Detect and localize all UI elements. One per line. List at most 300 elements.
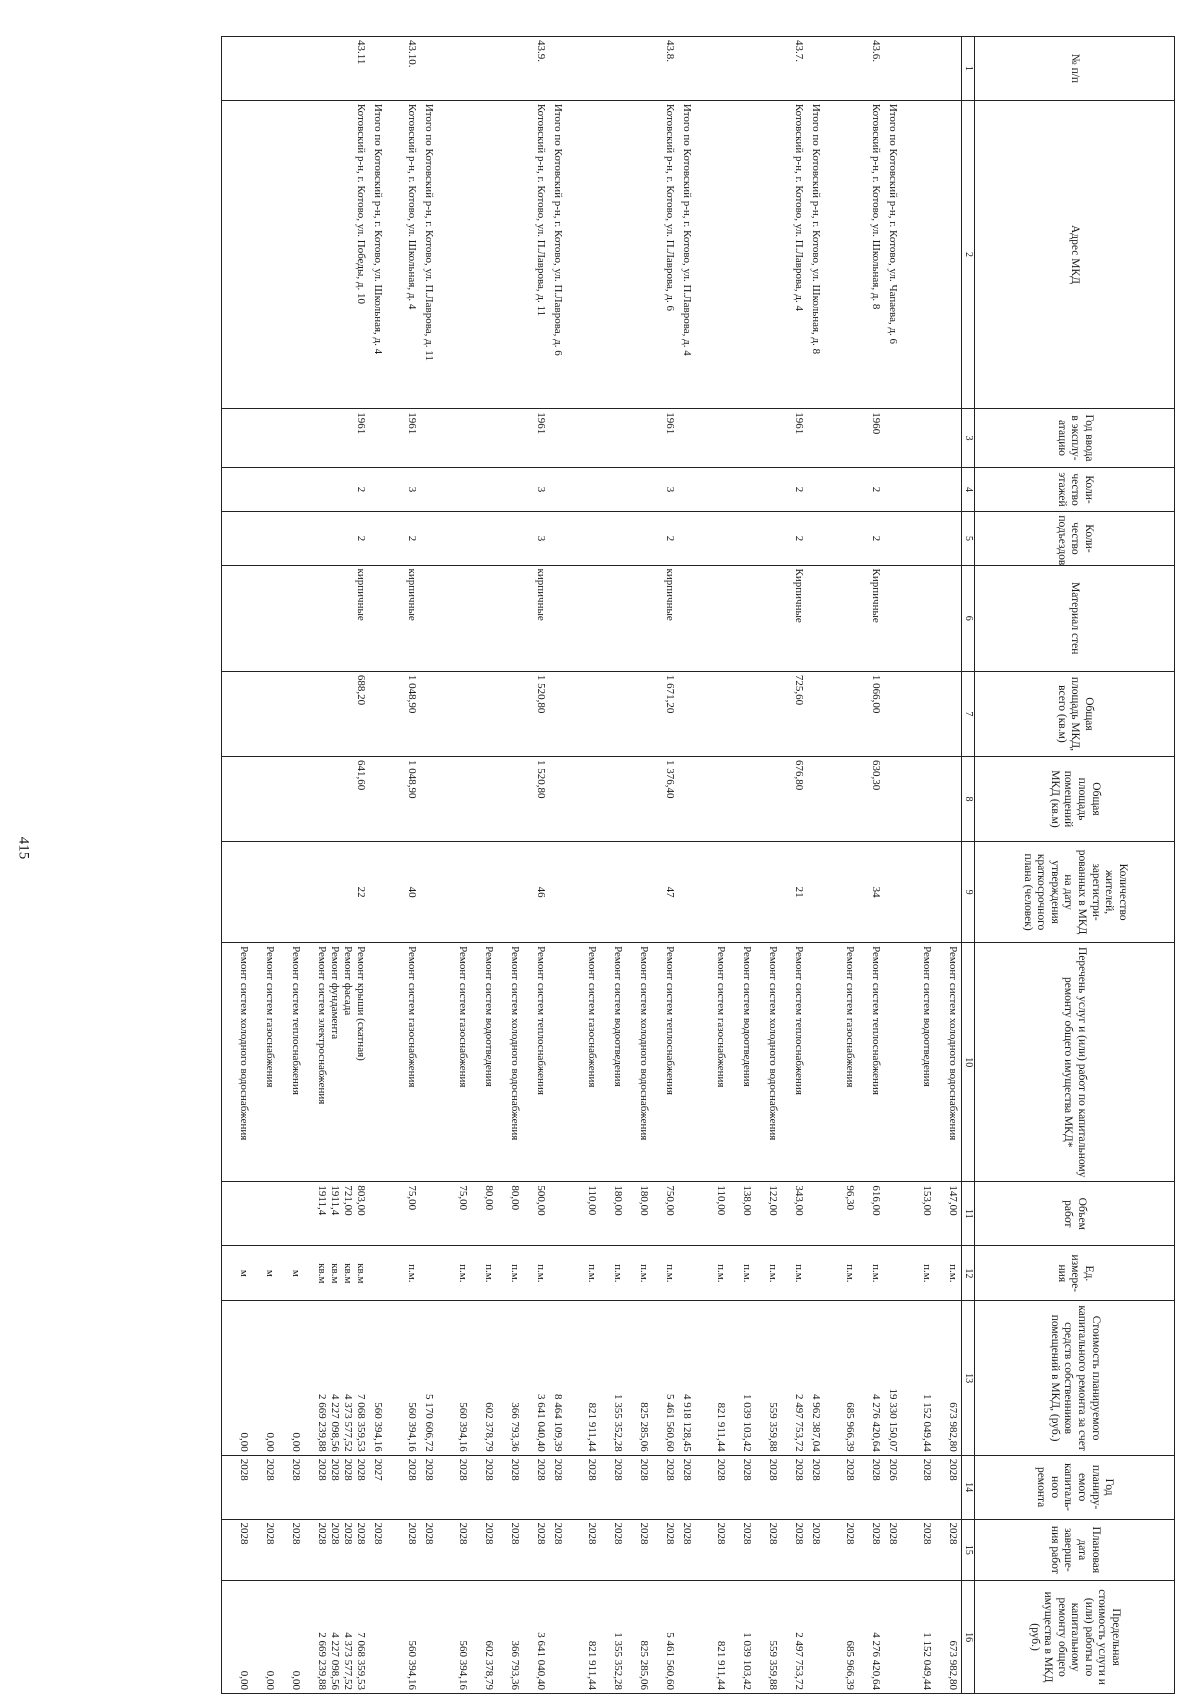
work-year-item: 2028 [793, 1458, 806, 1481]
work-cost-item: 2 669 239,88 [316, 1393, 329, 1452]
work-volume-item: 138,00 [741, 1185, 754, 1216]
work-limit-item: 821 911,44 [715, 1640, 728, 1690]
year-built: 1961 [699, 409, 807, 467]
work-volume-item: 122,00 [767, 1185, 780, 1216]
work-name-item: Ремонт фундамента [329, 946, 342, 1040]
total-row-empty [678, 943, 699, 1182]
work-limit-item: 4 227 098,56 [329, 1632, 342, 1690]
wall-material: кирпичные [222, 565, 369, 671]
total-cost: 19 330 150,07 [884, 1301, 905, 1455]
premises-area: 641,60 [222, 756, 369, 841]
work-year-item: 2028 [612, 1458, 625, 1481]
work-volume-item [276, 1185, 302, 1242]
work-limit-item: 1 039 103,42 [741, 1632, 754, 1690]
work-limit-item: 2 497 753,72 [793, 1632, 806, 1690]
work-volume [441, 1182, 549, 1246]
total-row-empty [549, 943, 570, 1182]
work-cost-item: 1 355 352,28 [612, 1393, 625, 1452]
work-due-item: 2028 [329, 1522, 342, 1545]
total-row-no [549, 37, 570, 101]
total-row-empty [549, 756, 570, 841]
work-cost [570, 1301, 678, 1455]
work-cost-item: 685 966,39 [844, 1402, 857, 1452]
work-unit-item: кв.м [355, 1263, 368, 1284]
column-header-9: Количество жителей, зарегистри-рованных в МКД на дату утверждения краткосрочного плана (человек) [975, 842, 1175, 943]
column-number-1: 1 [962, 37, 975, 101]
total-row-empty [369, 409, 390, 467]
column-header-12: Ед. измере-ния [975, 1246, 1175, 1301]
building-address [905, 100, 962, 408]
total-due: 2028 [369, 1519, 390, 1581]
work-limit [699, 1581, 807, 1694]
work-name-item: Ремонт систем теплоснабжения [535, 946, 548, 1095]
entrances-count: 2 [390, 512, 420, 565]
row-number: 43.10. [390, 37, 420, 101]
work-unit-item: м [264, 1269, 277, 1277]
work-volume-item: 75,00 [457, 1185, 470, 1211]
row-number: 43.7. [699, 37, 807, 101]
column-header-11: Объем работ [975, 1182, 1175, 1246]
work-due-item: 2028 [483, 1522, 496, 1545]
work-unit-item: п.м. [767, 1264, 780, 1283]
work-limit-item: 560 394,16 [406, 1640, 419, 1690]
total-due: 2028 [807, 1519, 828, 1581]
entrances-count: 2 [570, 512, 678, 565]
total-limit [420, 1581, 441, 1694]
work-cost [699, 1301, 807, 1455]
work-limit-item: 559 359,88 [767, 1640, 780, 1690]
residents-count: 47 [570, 842, 678, 943]
year-built: 1961 [222, 409, 369, 467]
column-header-5: Коли-чество подъездов [975, 512, 1175, 565]
work-due-item: 2028 [638, 1522, 651, 1545]
work-name-item: Ремонт систем электроснабжения [316, 946, 329, 1105]
total-row-empty [420, 512, 441, 565]
column-number-14: 14 [962, 1455, 975, 1519]
year-built [905, 409, 962, 467]
total-row-empty [369, 467, 390, 512]
work-unit-item: п.м. [715, 1264, 728, 1283]
work-volume-item: 1911,4 [316, 1185, 329, 1216]
work-name-item: Ремонт систем водоотведения [612, 946, 625, 1087]
total-cost: 560 394,16 [369, 1301, 390, 1455]
work-year [441, 1455, 549, 1519]
work-name-item: Ремонт систем теплоснабжения [664, 946, 677, 1095]
work-name [905, 943, 962, 1182]
year-built: 1961 [441, 409, 549, 467]
total-row-empty [884, 671, 905, 756]
work-limit [222, 1581, 369, 1694]
work-volume [570, 1182, 678, 1246]
work-volume-item: 500,00 [535, 1185, 548, 1216]
work-due-item: 2028 [238, 1522, 251, 1545]
total-row-empty [369, 943, 390, 1182]
total-row-empty [549, 671, 570, 756]
floors-count: 2 [828, 467, 884, 512]
premises-area: 1 520,80 [441, 756, 549, 841]
work-name-item: Ремонт систем холодного водоснабжения [509, 946, 522, 1141]
work-cost [828, 1301, 884, 1455]
column-number-4: 4 [962, 467, 975, 512]
work-volume [699, 1182, 807, 1246]
work-name-item: Ремонт систем теплоснабжения [793, 946, 806, 1095]
total-row-empty [884, 512, 905, 565]
column-header-6: Материал стен [975, 565, 1175, 671]
work-due-item: 2028 [355, 1522, 368, 1545]
work-limit [441, 1581, 549, 1694]
residents-count: 22 [222, 842, 369, 943]
total-area: 1 671,20 [570, 671, 678, 756]
work-name-item: Ремонт систем газоснабжения [406, 946, 419, 1088]
work-unit-item: п.м. [947, 1264, 959, 1283]
work-limit-item: 825 285,06 [638, 1640, 651, 1690]
floors-count: 3 [570, 467, 678, 512]
total-row-empty [549, 512, 570, 565]
work-volume-item: 343,00 [793, 1185, 806, 1216]
column-header-16: Предельная стоимость услуги и (или) работы по капитальному ремонту общего имущества в МКД (руб.) [975, 1581, 1175, 1694]
floors-count: 3 [390, 467, 420, 512]
column-number-6: 6 [962, 565, 975, 671]
total-area: 725,60 [699, 671, 807, 756]
work-cost-item: 0,00 [264, 1432, 277, 1452]
work-cost-item: 560 394,16 [457, 1402, 470, 1452]
column-number-5: 5 [962, 512, 975, 565]
work-year [390, 1455, 420, 1519]
work-limit-item: 602 378,79 [483, 1640, 496, 1690]
work-name [570, 943, 678, 1182]
total-row-empty [807, 512, 828, 565]
row-number: 43.8. [570, 37, 678, 101]
work-year-item: 2028 [342, 1458, 355, 1481]
building-row [699, 37, 807, 1694]
work-due-item: 2028 [921, 1522, 933, 1545]
work-cost-item: 673 982,80 [947, 1402, 959, 1452]
work-cost-item: 366 793,36 [509, 1402, 522, 1452]
work-year [222, 1455, 369, 1519]
work-name-item: Ремонт систем газоснабжения [457, 946, 470, 1088]
work-limit-item: 0,00 [264, 1670, 277, 1690]
work-volume [828, 1182, 884, 1246]
column-header-1: № п/п [975, 37, 1175, 101]
work-cost-item: 821 911,44 [715, 1402, 728, 1452]
work-year-item: 2028 [947, 1458, 959, 1481]
work-unit-item: п.м. [741, 1264, 754, 1283]
total-row-empty [549, 565, 570, 671]
work-due [570, 1519, 678, 1581]
work-name [828, 943, 884, 1182]
work-due-item: 2028 [342, 1522, 355, 1545]
total-row-no [420, 37, 441, 101]
work-name [699, 943, 807, 1182]
year-built: 1961 [570, 409, 678, 467]
total-year: 2026 [884, 1455, 905, 1519]
work-volume [222, 1182, 369, 1246]
total-row-empty [369, 565, 390, 671]
column-number-13: 13 [962, 1301, 975, 1455]
wall-material: Кирпичные [699, 565, 807, 671]
total-row [884, 37, 905, 1694]
total-row-empty [678, 565, 699, 671]
building-row [390, 37, 420, 1694]
work-name-item: Ремонт систем газоснабжения [844, 946, 857, 1088]
work-limit-item: 4 276 420,64 [870, 1632, 883, 1690]
total-row-empty [369, 1246, 390, 1301]
work-cost-item: 825 285,06 [638, 1402, 651, 1452]
total-due: 2028 [549, 1519, 570, 1581]
work-due-item: 2028 [664, 1522, 677, 1545]
total-row-label: Итого по Котовский р-н, г. Котово, ул. П.Лаврова, д. 6 [549, 100, 570, 408]
total-row-empty [678, 842, 699, 943]
work-name-item: Ремонт систем теплоснабжения [290, 946, 303, 1095]
work-cost [390, 1301, 420, 1455]
work-unit-item: п.м. [638, 1264, 651, 1283]
work-year-item: 2028 [316, 1458, 329, 1481]
work-year-item: 2028 [741, 1458, 754, 1481]
work-limit-item: 1 355 352,28 [612, 1632, 625, 1690]
work-limit-item: 3 641 040,40 [535, 1632, 548, 1690]
work-unit-item: кв.м [342, 1263, 355, 1284]
total-row-label: Итого по Котовский р-н, г. Котово, ул. Школьная, д. 4 [369, 100, 390, 408]
work-year-item: 2028 [483, 1458, 496, 1481]
total-area: 1 520,80 [441, 671, 549, 756]
total-limit [549, 1581, 570, 1694]
work-due-item: 2028 [715, 1522, 728, 1545]
total-year: 2028 [678, 1455, 699, 1519]
column-header-13: Стоимость планируемого капитального ремонта за счет средств собственников помещений в МКД, (руб.) [975, 1301, 1175, 1455]
column-header-15: Плановая дата заверше-ния работ [975, 1519, 1175, 1581]
total-row-label: Итого по Котовский р-н, г. Котово, ул. Чапаева, д. 6 [884, 100, 905, 408]
row-number [905, 37, 962, 101]
work-limit-item: 2 669 239,88 [316, 1632, 329, 1690]
work-unit-item: п.м. [844, 1264, 857, 1283]
work-cost-item: 560 394,16 [406, 1402, 419, 1452]
entrances-count: 2 [699, 512, 807, 565]
rotated-page-frame [50, 36, 1175, 1694]
total-row-empty [807, 943, 828, 1182]
work-year-item: 2028 [870, 1458, 883, 1481]
entrances-count: 2 [222, 512, 369, 565]
work-volume-item: 1911,4 [329, 1185, 342, 1216]
capital-repair-table [221, 36, 1175, 1694]
column-header-4: Коли-чество этажей [975, 467, 1175, 512]
total-row-empty [549, 409, 570, 467]
total-row-empty [678, 467, 699, 512]
work-due-item: 2028 [535, 1522, 548, 1545]
work-unit-item: п.м. [870, 1264, 883, 1283]
total-row-empty [807, 1182, 828, 1246]
work-year-item: 2028 [638, 1458, 651, 1481]
total-area: 688,20 [222, 671, 369, 756]
total-row-empty [420, 943, 441, 1182]
total-row-empty [678, 1246, 699, 1301]
building-row [828, 37, 884, 1694]
work-volume-item: 110,00 [715, 1185, 728, 1216]
total-row-empty [420, 756, 441, 841]
work-unit-item: п.м. [793, 1264, 806, 1283]
work-due-item: 2028 [316, 1522, 329, 1545]
residents-count: 21 [699, 842, 807, 943]
work-cost-item: 3 641 040,40 [535, 1393, 548, 1452]
work-due-item: 2028 [793, 1522, 806, 1545]
work-unit-item: п.м. [535, 1264, 548, 1283]
total-limit [678, 1581, 699, 1694]
work-limit-item: 560 394,16 [457, 1640, 470, 1690]
wall-material: кирпичные [441, 565, 549, 671]
work-due-item: 2028 [457, 1522, 470, 1545]
work-year-item: 2028 [535, 1458, 548, 1481]
work-due [905, 1519, 962, 1581]
column-header-14: Год планиру-емого капиталь-ного ремонта [975, 1455, 1175, 1519]
column-number-2: 2 [962, 100, 975, 408]
total-row-no [807, 37, 828, 101]
work-unit-item: п.м. [586, 1264, 599, 1283]
total-row-empty [807, 1246, 828, 1301]
floors-count: 3 [441, 467, 549, 512]
work-volume [905, 1182, 962, 1246]
total-cost: 4 962 387,04 [807, 1301, 828, 1455]
work-volume-item: 616,00 [870, 1185, 883, 1216]
work-limit-item: 0,00 [290, 1670, 303, 1690]
work-year-item: 2028 [290, 1458, 303, 1481]
work-limit-item: 821 911,44 [586, 1640, 599, 1690]
work-due-item: 2028 [767, 1522, 780, 1545]
work-name-item: Ремонт систем холодного водоснабжения [638, 946, 651, 1141]
total-row-no [369, 37, 390, 101]
total-row-empty [369, 756, 390, 841]
total-row-label: Итого по Котовский р-н, г. Котово, ул. Школьная, д. 8 [807, 100, 828, 408]
work-cost-item: 0,00 [238, 1432, 251, 1452]
work-unit-item: п.м. [664, 1264, 677, 1283]
work-year-item: 2028 [457, 1458, 470, 1481]
total-row-no [884, 37, 905, 101]
entrances-count: 2 [828, 512, 884, 565]
work-unit [570, 1246, 678, 1301]
work-year-item: 2028 [844, 1458, 857, 1481]
total-row [549, 37, 570, 1694]
work-limit [390, 1581, 420, 1694]
work-limit-item: 5 461 560,60 [664, 1632, 677, 1690]
work-cost-item: 4 276 420,64 [870, 1393, 883, 1452]
floors-count: 2 [699, 467, 807, 512]
work-name-item: Ремонт систем газоснабжения [715, 946, 728, 1088]
total-row-empty [884, 1246, 905, 1301]
building-row [905, 37, 962, 1694]
total-row-no [678, 37, 699, 101]
work-volume-item: 803,00 [355, 1185, 368, 1216]
total-row [678, 37, 699, 1694]
work-cost-item: 0,00 [290, 1432, 303, 1452]
total-row-empty [549, 1246, 570, 1301]
work-due-item: 2028 [844, 1522, 857, 1545]
total-row-empty [420, 842, 441, 943]
wall-material: Кирпичные [828, 565, 884, 671]
work-limit-item: 366 793,36 [509, 1640, 522, 1690]
entrances-count [905, 512, 962, 565]
building-row [222, 37, 369, 1694]
work-due-item: 2028 [406, 1522, 419, 1545]
work-limit-item: 685 966,39 [844, 1640, 857, 1690]
work-limit-item: 1 152 049,44 [921, 1632, 933, 1690]
row-number: 43.9. [441, 37, 549, 101]
premises-area: 676,80 [699, 756, 807, 841]
total-row-empty [884, 467, 905, 512]
column-header-2: Адрес МКД [975, 100, 1175, 408]
total-row-empty [549, 467, 570, 512]
total-row [420, 37, 441, 1694]
total-row-label: Итого по Котовский р-н, г. Котово, ул. П.Лаврова, д. 11 [420, 100, 441, 408]
total-due: 2028 [884, 1519, 905, 1581]
work-unit [828, 1246, 884, 1301]
building-row [441, 37, 549, 1694]
total-area [905, 671, 962, 756]
work-cost-item: 821 911,44 [586, 1402, 599, 1452]
work-year [699, 1455, 807, 1519]
total-cost: 4 918 128,45 [678, 1301, 699, 1455]
building-row [570, 37, 678, 1694]
work-volume-item: 75,00 [406, 1185, 419, 1211]
total-row-empty [884, 842, 905, 943]
work-unit-item: п.м. [483, 1264, 496, 1283]
work-due-item: 2028 [290, 1522, 303, 1545]
work-due-item: 2028 [947, 1522, 959, 1545]
residents-count [905, 842, 962, 943]
work-name-item: Ремонт систем водоотведения [921, 946, 933, 1087]
work-volume-item [250, 1185, 276, 1242]
total-row-empty [420, 565, 441, 671]
total-row-empty [884, 756, 905, 841]
work-volume-item: 80,00 [509, 1185, 522, 1211]
work-name-item: Ремонт систем холодного водоснабжения [767, 946, 780, 1141]
work-volume-item: 110,00 [586, 1185, 599, 1216]
total-cost: 5 170 606,72 [420, 1301, 441, 1455]
work-limit [828, 1581, 884, 1694]
work-year [570, 1455, 678, 1519]
total-row-label: Итого по Котовский р-н, г. Котово, ул. П.Лаврова, д. 4 [678, 100, 699, 408]
work-unit-item: п.м. [457, 1264, 470, 1283]
total-row-empty [420, 1182, 441, 1246]
work-name [390, 943, 420, 1182]
building-address: Котовский р-н, г. Котово, ул. П.Лаврова, д. 4 [699, 100, 807, 408]
work-due [828, 1519, 884, 1581]
building-address: Котовский р-н, г. Котово, ул. П.Лаврова, д. 11 [441, 100, 549, 408]
work-due-item: 2028 [509, 1522, 522, 1545]
column-header-3: Год ввода в эксплу-атацию [975, 409, 1175, 467]
work-name [441, 943, 549, 1182]
work-name-item: Ремонт систем газоснабжения [264, 946, 277, 1088]
building-address: Котовский р-н, г. Котово, ул. П.Лаврова, д. 6 [570, 100, 678, 408]
year-built: 1960 [828, 409, 884, 467]
column-number-8: 8 [962, 756, 975, 841]
work-year-item: 2028 [406, 1458, 419, 1481]
total-row-empty [369, 842, 390, 943]
column-number-15: 15 [962, 1519, 975, 1581]
total-year: 2028 [807, 1455, 828, 1519]
wall-material: кирпичные [570, 565, 678, 671]
work-limit-item: 0,00 [238, 1670, 251, 1690]
total-limit [884, 1581, 905, 1694]
premises-area [905, 756, 962, 841]
work-due-item: 2028 [264, 1522, 277, 1545]
total-year: 2028 [420, 1455, 441, 1519]
work-cost [905, 1301, 962, 1455]
total-year: 2028 [549, 1455, 570, 1519]
work-name-item: Ремонт фасада [342, 946, 355, 1016]
total-row-empty [420, 467, 441, 512]
work-year [828, 1455, 884, 1519]
total-area: 1 066,00 [828, 671, 884, 756]
work-volume-item: 153,00 [921, 1185, 933, 1216]
work-due-item: 2028 [612, 1522, 625, 1545]
